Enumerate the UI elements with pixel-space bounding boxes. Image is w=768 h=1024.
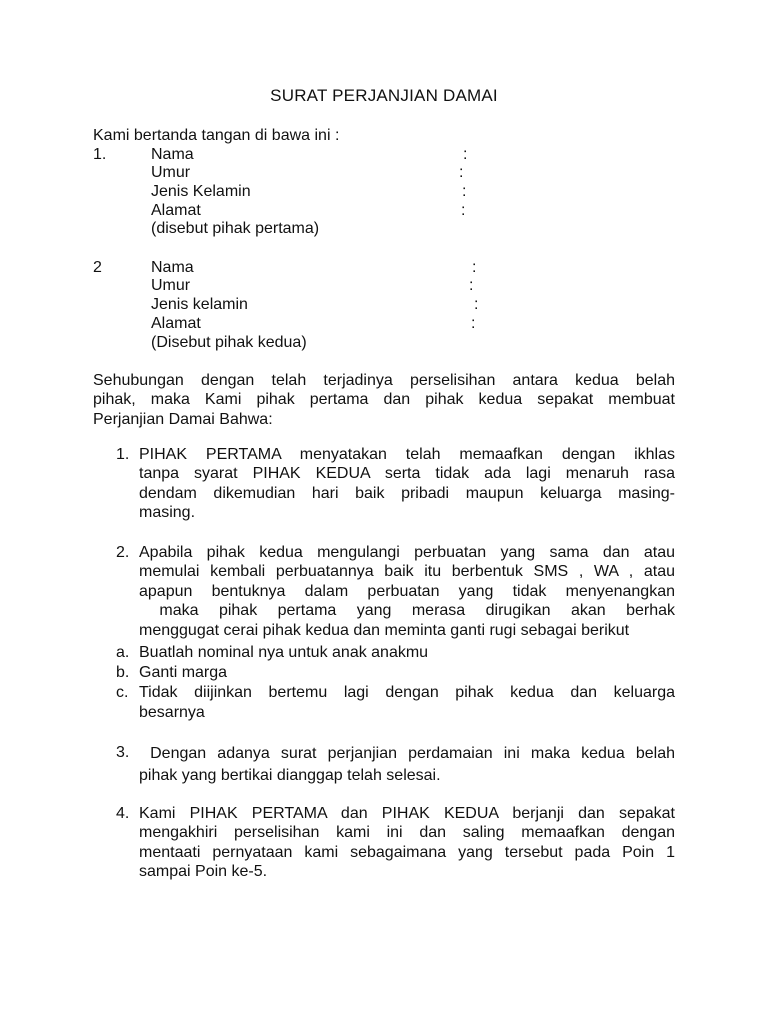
party1-note: (disebut pihak pertama) <box>151 220 320 237</box>
subpoint-line: Tidak diijinkan bertemu lagi dengan pihak kedua dan keluarga <box>139 684 675 701</box>
subpoint-b-letter: b. <box>116 664 130 681</box>
opening-paragraph <box>93 371 675 429</box>
point1-text <box>139 445 675 523</box>
party2-field-name: Nama <box>151 259 194 276</box>
party1-colon-address: : <box>461 202 466 219</box>
point-line: dendam dikemudian hari baik pribadi maupun keluarga masing- <box>139 484 675 502</box>
point-line: masing. <box>139 504 196 522</box>
point-line: apapun bentuknya dalam perbuatan yang tidak menyenangkan <box>139 582 675 600</box>
point-line: menggugat cerai pihak kedua dan meminta ganti rugi sebagai berikut <box>139 621 630 639</box>
party1-colon-name: : <box>463 146 468 163</box>
party1-field-gender: Jenis Kelamin <box>151 183 251 200</box>
point3-number: 3. <box>116 744 130 761</box>
point4-text <box>139 804 675 882</box>
point-line: mengakhiri perselisihan kami ini dan saling memaafkan dengan <box>139 824 675 842</box>
party2-number: 2 <box>93 259 102 276</box>
subpoint-a-letter: a. <box>116 644 130 661</box>
point2-number: 2. <box>116 544 130 561</box>
party1-field-address: Alamat <box>151 202 201 219</box>
party1-number: 1. <box>93 146 107 163</box>
point-line: pihak yang bertikai dianggap telah selesai. <box>139 767 441 784</box>
party2-colon-address: : <box>471 315 476 332</box>
point-line: Dengan adanya surat perjanjian perdamaian ini maka kedua belah <box>139 745 675 762</box>
party2-note: (Disebut pihak kedua) <box>151 334 307 351</box>
point-line: Kami PIHAK PERTAMA dan PIHAK KEDUA berjanji dan sepakat <box>139 805 675 822</box>
point2-text <box>139 543 675 640</box>
subpoint-c-letter: c. <box>116 684 129 701</box>
party2-colon-name: : <box>472 259 477 276</box>
paragraph-line: Sehubungan dengan telah terjadinya perselisihan antara kedua belah <box>93 372 675 389</box>
party1-field-age: Umur <box>151 164 191 181</box>
point3-text <box>139 743 675 787</box>
party2-field-age: Umur <box>151 277 191 294</box>
point-line: maka pihak pertama yang merasa dirugikan akan berhak <box>139 602 675 620</box>
subpoint-c-text <box>139 683 675 723</box>
point1-number: 1. <box>116 446 130 463</box>
party2-field-address: Alamat <box>151 315 201 332</box>
party1-field-name: Nama <box>151 146 194 163</box>
document-title: SURAT PERJANJIAN DAMAI <box>270 86 498 105</box>
intro-text: Kami bertanda tangan di bawa ini : <box>93 127 340 144</box>
party2-colon-age: : <box>469 277 474 294</box>
point-line: tanpa syarat PIHAK KEDUA serta tidak ada lagi menaruh rasa <box>139 465 675 483</box>
subpoint-a-text: Buatlah nominal nya untuk anak anakmu <box>139 644 429 661</box>
point-line: memulai kembali perbuatannya baik itu berbentuk SMS , WA , atau <box>139 563 675 581</box>
paragraph-line: pihak, maka Kami pihak pertama dan pihak kedua sepakat membuat <box>93 391 675 409</box>
party2-field-gender: Jenis kelamin <box>151 296 248 313</box>
party2-colon-gender: : <box>474 296 479 313</box>
point-line: sampai Poin ke-5. <box>139 863 268 881</box>
point-line: mentaati pernyataan kami sebagaimana yang tersebut pada Poin 1 <box>139 843 675 861</box>
party1-colon-gender: : <box>462 183 467 200</box>
point-line: PIHAK PERTAMA menyatakan telah memaafkan dengan ikhlas <box>139 446 675 463</box>
subpoint-line: besarnya <box>139 704 205 721</box>
point-line: Apabila pihak kedua mengulangi perbuatan yang sama dan atau <box>139 544 675 561</box>
point4-number: 4. <box>116 805 130 822</box>
party1-colon-age: : <box>459 164 464 181</box>
subpoint-b-text: Ganti marga <box>139 664 228 681</box>
paragraph-line: Perjanjian Damai Bahwa: <box>93 410 273 428</box>
